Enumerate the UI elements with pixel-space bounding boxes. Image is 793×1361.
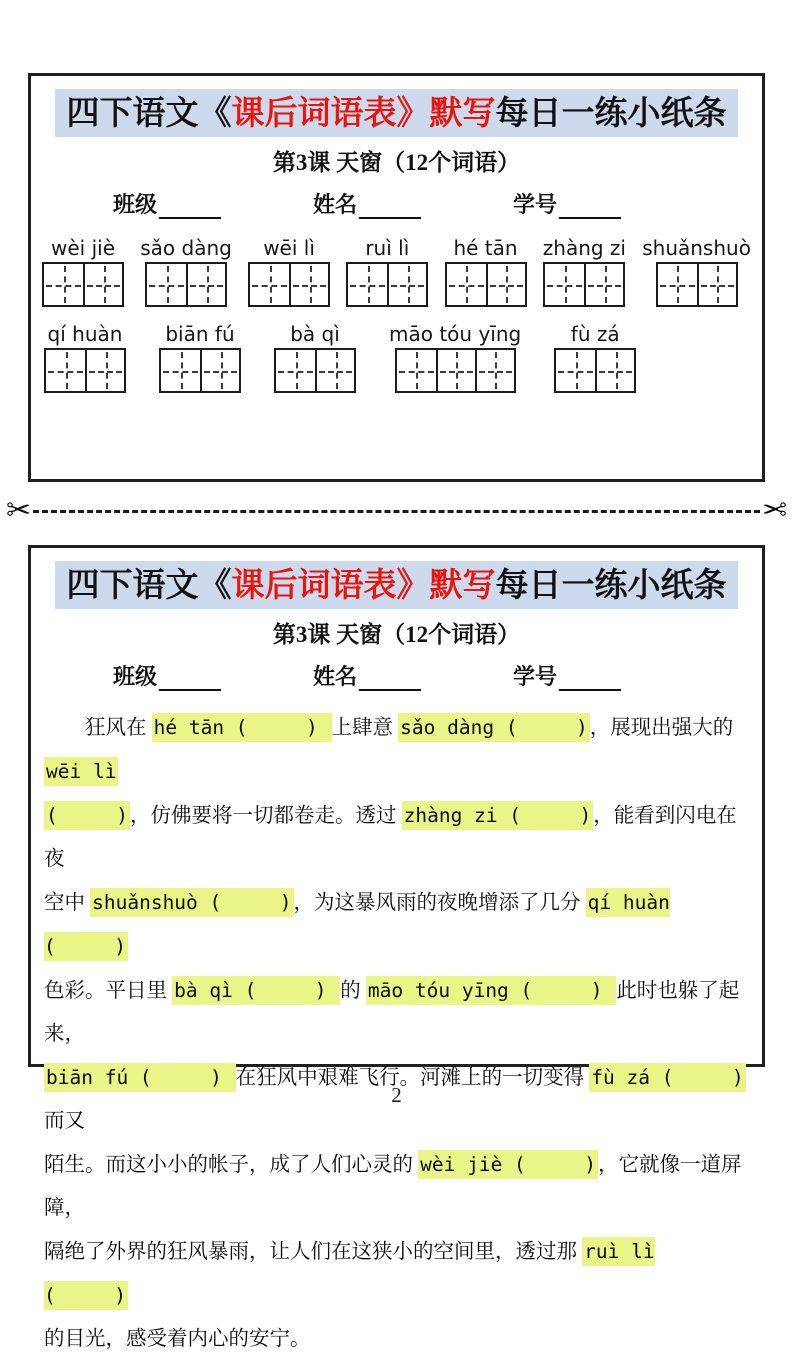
scissors-icon: ✂: [761, 494, 787, 527]
grid-cell[interactable]: [397, 350, 436, 391]
highlighted-pinyin-blank: sǎo dàng ( ): [398, 713, 590, 742]
paragraph-line: [44, 794, 749, 881]
paragraph-text: 隔绝了外界的狂风暴雨，让人们在这狭小的空间里，透过那: [44, 1241, 583, 1263]
grid-cell[interactable]: [46, 350, 85, 391]
grid-cell[interactable]: [436, 350, 475, 391]
title-segment: 四下语文《: [66, 566, 232, 603]
grid-cell[interactable]: [545, 264, 584, 305]
paragraph-text: 的目光，感受着内心的安宁。: [44, 1328, 311, 1350]
paragraph-text: 的: [340, 980, 366, 1002]
field-label: 班级: [113, 664, 158, 689]
grid-cell[interactable]: [584, 264, 623, 305]
highlighted-pinyin-blank: wèi jiè ( ): [418, 1150, 598, 1179]
word-block: [389, 321, 521, 393]
word-block: [445, 235, 527, 307]
fill-in-blank-line[interactable]: [359, 192, 421, 219]
character-grid-box[interactable]: [248, 262, 330, 307]
grid-cell[interactable]: [250, 264, 289, 305]
character-grid-box[interactable]: [44, 348, 126, 393]
worksheet-title: [55, 89, 738, 137]
paragraph-text: ，展现出强大的: [589, 717, 734, 739]
paragraph-text: 上肆意: [331, 717, 399, 739]
grid-cell[interactable]: [595, 350, 634, 391]
highlighted-pinyin-blank: biān fú ( ): [44, 1063, 236, 1092]
grid-cell[interactable]: [556, 350, 595, 391]
grid-cell[interactable]: [161, 350, 200, 391]
word-block: [543, 235, 626, 307]
pinyin-label: fù zá: [570, 322, 620, 346]
fill-in-blank-line[interactable]: [559, 664, 621, 691]
paragraph-text: 在狂风中艰难飞行。河滩上的一切变得: [235, 1067, 590, 1089]
lesson-subtitle: 第3课 天窗（12个词语）: [272, 150, 521, 175]
paragraph-text: ，为这暴风雨的夜晚增添了几分: [293, 892, 586, 914]
character-grid-box[interactable]: [346, 262, 428, 307]
word-block: [159, 321, 241, 393]
grid-cell[interactable]: [289, 264, 328, 305]
field-label: 学号: [513, 664, 558, 689]
highlighted-pinyin-blank: hé tān ( ): [152, 713, 332, 742]
grid-cell[interactable]: [475, 350, 514, 391]
paragraph-text: 空中: [44, 892, 91, 914]
worksheet-slip-bottom: [28, 545, 765, 1350]
highlighted-pinyin-blank: shuǎnshuò ( ): [90, 888, 293, 917]
title-segment: 课后词语表》默写: [231, 566, 496, 603]
pinyin-label: māo tóu yīng: [389, 322, 522, 346]
word-block: [140, 235, 232, 307]
character-grid-box[interactable]: [42, 262, 124, 307]
character-grid-box[interactable]: [145, 262, 227, 307]
grid-cell[interactable]: [486, 264, 525, 305]
character-grid-box[interactable]: [274, 348, 356, 393]
word-block: [346, 235, 428, 307]
pinyin-word-row: [42, 321, 751, 393]
pinyin-word-row: [42, 235, 751, 307]
grid-cell[interactable]: [276, 350, 315, 391]
cut-here-line: [6, 494, 787, 528]
highlighted-pinyin-blank: ruì lì ( ): [44, 1237, 655, 1310]
paragraph-text: 而又: [44, 1110, 85, 1132]
word-block: [274, 321, 356, 393]
field-label: 学号: [513, 192, 558, 217]
grid-cell[interactable]: [200, 350, 239, 391]
grid-cell[interactable]: [83, 264, 122, 305]
lesson-subtitle: 第3课 天窗（12个词语）: [272, 622, 521, 647]
character-grid-box[interactable]: [543, 262, 625, 307]
dashed-cut-rule: [33, 510, 760, 513]
page-number: 2: [391, 1083, 402, 1107]
student-info-field: [513, 188, 621, 219]
highlighted-pinyin-blank: zhàng zi ( ): [402, 801, 594, 830]
paragraph-text: 陌生。而这小小的帐子，成了人们心灵的: [44, 1154, 419, 1176]
highlighted-pinyin-blank: ( ): [44, 801, 130, 830]
worksheet-slip-top: [28, 73, 765, 482]
fill-in-blank-line[interactable]: [159, 664, 221, 691]
grid-cell[interactable]: [85, 350, 124, 391]
pinyin-label: hé tān: [453, 236, 518, 260]
title-segment: 四下语文《: [66, 94, 232, 131]
scissors-icon: ✂: [6, 494, 32, 527]
word-block: [554, 321, 636, 393]
character-grid-box[interactable]: [554, 348, 636, 393]
grid-cell[interactable]: [348, 264, 387, 305]
paragraph-text: 此时也躲了起来，: [44, 980, 740, 1045]
grid-cell[interactable]: [186, 264, 225, 305]
paragraph-text: ，它就像一道屏障，: [44, 1154, 742, 1219]
fill-in-blank-line[interactable]: [159, 192, 221, 219]
character-grid-box[interactable]: [159, 348, 241, 393]
paragraph-line: [44, 1318, 749, 1361]
paragraph-text: ，仿佛要将一切都卷走。透过: [129, 805, 402, 827]
word-block: [248, 235, 330, 307]
pinyin-label: bà qì: [290, 322, 340, 346]
student-info-field: [313, 660, 421, 691]
paragraph-line: [44, 1230, 749, 1318]
pinyin-label: wèi jiè: [51, 236, 115, 260]
highlighted-pinyin-blank: māo tóu yīng ( ): [366, 976, 616, 1005]
highlighted-pinyin-blank: qí huàn ( ): [44, 888, 670, 961]
highlighted-pinyin-blank: bà qì ( ): [172, 976, 340, 1005]
grid-cell[interactable]: [387, 264, 426, 305]
title-segment: 每日一练小纸条: [495, 566, 727, 603]
worksheet-title: [55, 561, 738, 609]
pinyin-label: sǎo dàng: [140, 236, 232, 260]
pinyin-label: shuǎnshuò: [642, 236, 751, 260]
paragraph-text: 色彩。平日里: [44, 980, 173, 1002]
student-info-row: [31, 188, 762, 219]
pinyin-label: ruì lì: [365, 236, 410, 260]
grid-cell[interactable]: [658, 264, 697, 305]
word-block: [44, 321, 126, 393]
paragraph-line: [44, 706, 749, 794]
field-label: 班级: [113, 192, 158, 217]
field-label: 姓名: [313, 192, 358, 217]
field-label: 姓名: [313, 664, 358, 689]
title-segment: 每日一练小纸条: [495, 94, 727, 131]
paragraph-line: [44, 881, 749, 969]
character-grid-box[interactable]: [445, 262, 527, 307]
word-block: [642, 235, 751, 307]
cloze-paragraph: [44, 706, 749, 1361]
paragraph-text: ，能看到闪电在夜: [44, 805, 737, 870]
pinyin-label: qí huàn: [47, 322, 123, 346]
highlighted-pinyin-blank: fù zá ( ): [589, 1063, 745, 1092]
student-info-row: [31, 660, 762, 691]
fill-in-blank-line[interactable]: [359, 664, 421, 691]
grid-cell[interactable]: [315, 350, 354, 391]
character-grid-box[interactable]: [656, 262, 738, 307]
paragraph-text: 狂风在: [44, 717, 152, 739]
paragraph-line: [44, 1143, 749, 1230]
grid-cell[interactable]: [147, 264, 186, 305]
student-info-field: [113, 188, 221, 219]
grid-cell[interactable]: [447, 264, 486, 305]
title-segment: 课后词语表》默写: [231, 94, 496, 131]
grid-cell[interactable]: [44, 264, 83, 305]
grid-cell[interactable]: [697, 264, 736, 305]
character-grid-box[interactable]: [395, 348, 516, 393]
pinyin-label: wēi lì: [263, 236, 315, 260]
pinyin-words-area: [31, 235, 762, 393]
fill-in-blank-line[interactable]: [559, 192, 621, 219]
student-info-field: [513, 660, 621, 691]
word-block: [42, 235, 124, 307]
highlighted-pinyin-blank: wēi lì: [44, 757, 118, 786]
paragraph-line: [44, 969, 749, 1056]
student-info-field: [113, 660, 221, 691]
pinyin-label: biān fú: [165, 322, 235, 346]
pinyin-label: zhàng zi: [542, 236, 626, 260]
student-info-field: [313, 188, 421, 219]
